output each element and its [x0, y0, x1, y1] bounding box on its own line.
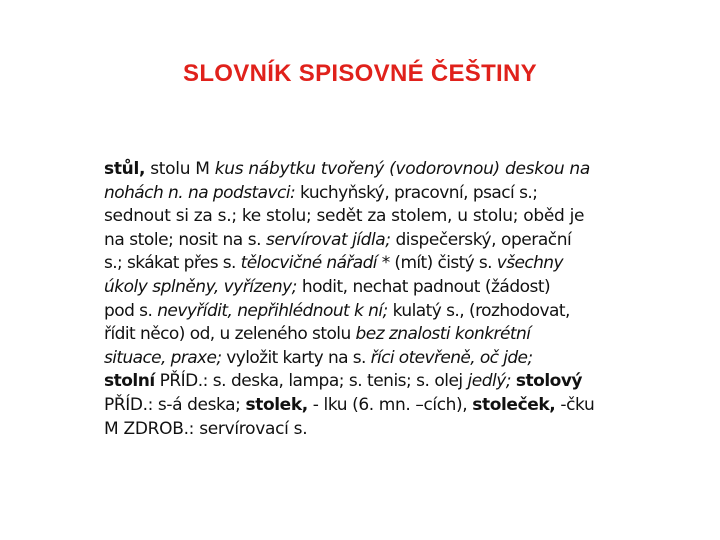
entry-text: kulatý s., (rozhodovat,: [387, 300, 570, 321]
entry-line: [104, 323, 614, 347]
entry-text: - lku (6. mn. –cích),: [307, 394, 473, 415]
headword: stolek,: [245, 394, 308, 415]
headword: stolní: [104, 371, 155, 392]
entry-line: [104, 276, 614, 300]
entry-text: PŘÍD.: s. deska, lampa; s. tenis; s. olej: [154, 371, 468, 392]
entry-text: s.; skákat přes s.: [104, 253, 241, 274]
definition-text: servírovat jídla;: [266, 229, 391, 250]
entry-text: vyložit karty na s.: [221, 347, 371, 368]
definition-text: nohách n. na podstavci:: [104, 182, 296, 203]
entry-text: -čku: [555, 394, 595, 415]
definition-text: situace, praxe;: [104, 347, 222, 368]
definition-text: všechny: [496, 253, 563, 274]
entry-text: na stole; nosit na s.: [104, 229, 267, 250]
entry-line: [104, 418, 614, 442]
entry-text: řídit něco) od, u zeleného stolu: [104, 324, 356, 345]
entry-text: dispečerský, operační: [390, 229, 572, 250]
headword: stolový: [515, 371, 583, 392]
definition-text: nevyřídit, nepřihlédnout k ní;: [157, 300, 388, 321]
entry-line: [104, 300, 614, 324]
definition-text: říci otevřeně, oč jde;: [370, 347, 533, 368]
headword: stoleček,: [472, 394, 556, 415]
entry-line: [104, 347, 614, 371]
definition-text: bez znalosti konkrétní: [355, 324, 531, 345]
entry-text: sednout si za s.; ke stolu; sedět za stolem, u stolu; oběd je: [104, 206, 585, 227]
dictionary-entry: [104, 158, 614, 441]
definition-text: tělocvičné nářadí: [240, 253, 377, 274]
entry-text: stolu M: [145, 159, 215, 179]
entry-text: * (mít) čistý s.: [376, 253, 497, 274]
definition-text: úkoly splněny, vyřízeny;: [104, 276, 297, 297]
entry-line: [104, 158, 614, 182]
entry-text: PŘÍD.: s-á deska;: [104, 394, 246, 415]
entry-text: kuchyňský, pracovní, psací s.;: [295, 182, 538, 203]
entry-line: [104, 252, 614, 276]
headword: stůl,: [104, 159, 146, 179]
entry-line: [104, 370, 614, 394]
entry-line: [104, 205, 614, 229]
entry-text: pod s.: [104, 300, 158, 321]
entry-text: hodit, nechat padnout (žádost): [296, 276, 551, 297]
definition-text: jedlý;: [467, 371, 512, 392]
slide-title: SLOVNÍK SPISOVNÉ ČEŠTINY: [183, 60, 537, 88]
entry-line: [104, 229, 614, 253]
definition-text: kus nábytku tvořený (vodorovnou) deskou na: [214, 159, 591, 179]
entry-text: M ZDROB.: servírovací s.: [104, 418, 308, 439]
entry-line: [104, 182, 614, 206]
entry-line: [104, 394, 614, 418]
